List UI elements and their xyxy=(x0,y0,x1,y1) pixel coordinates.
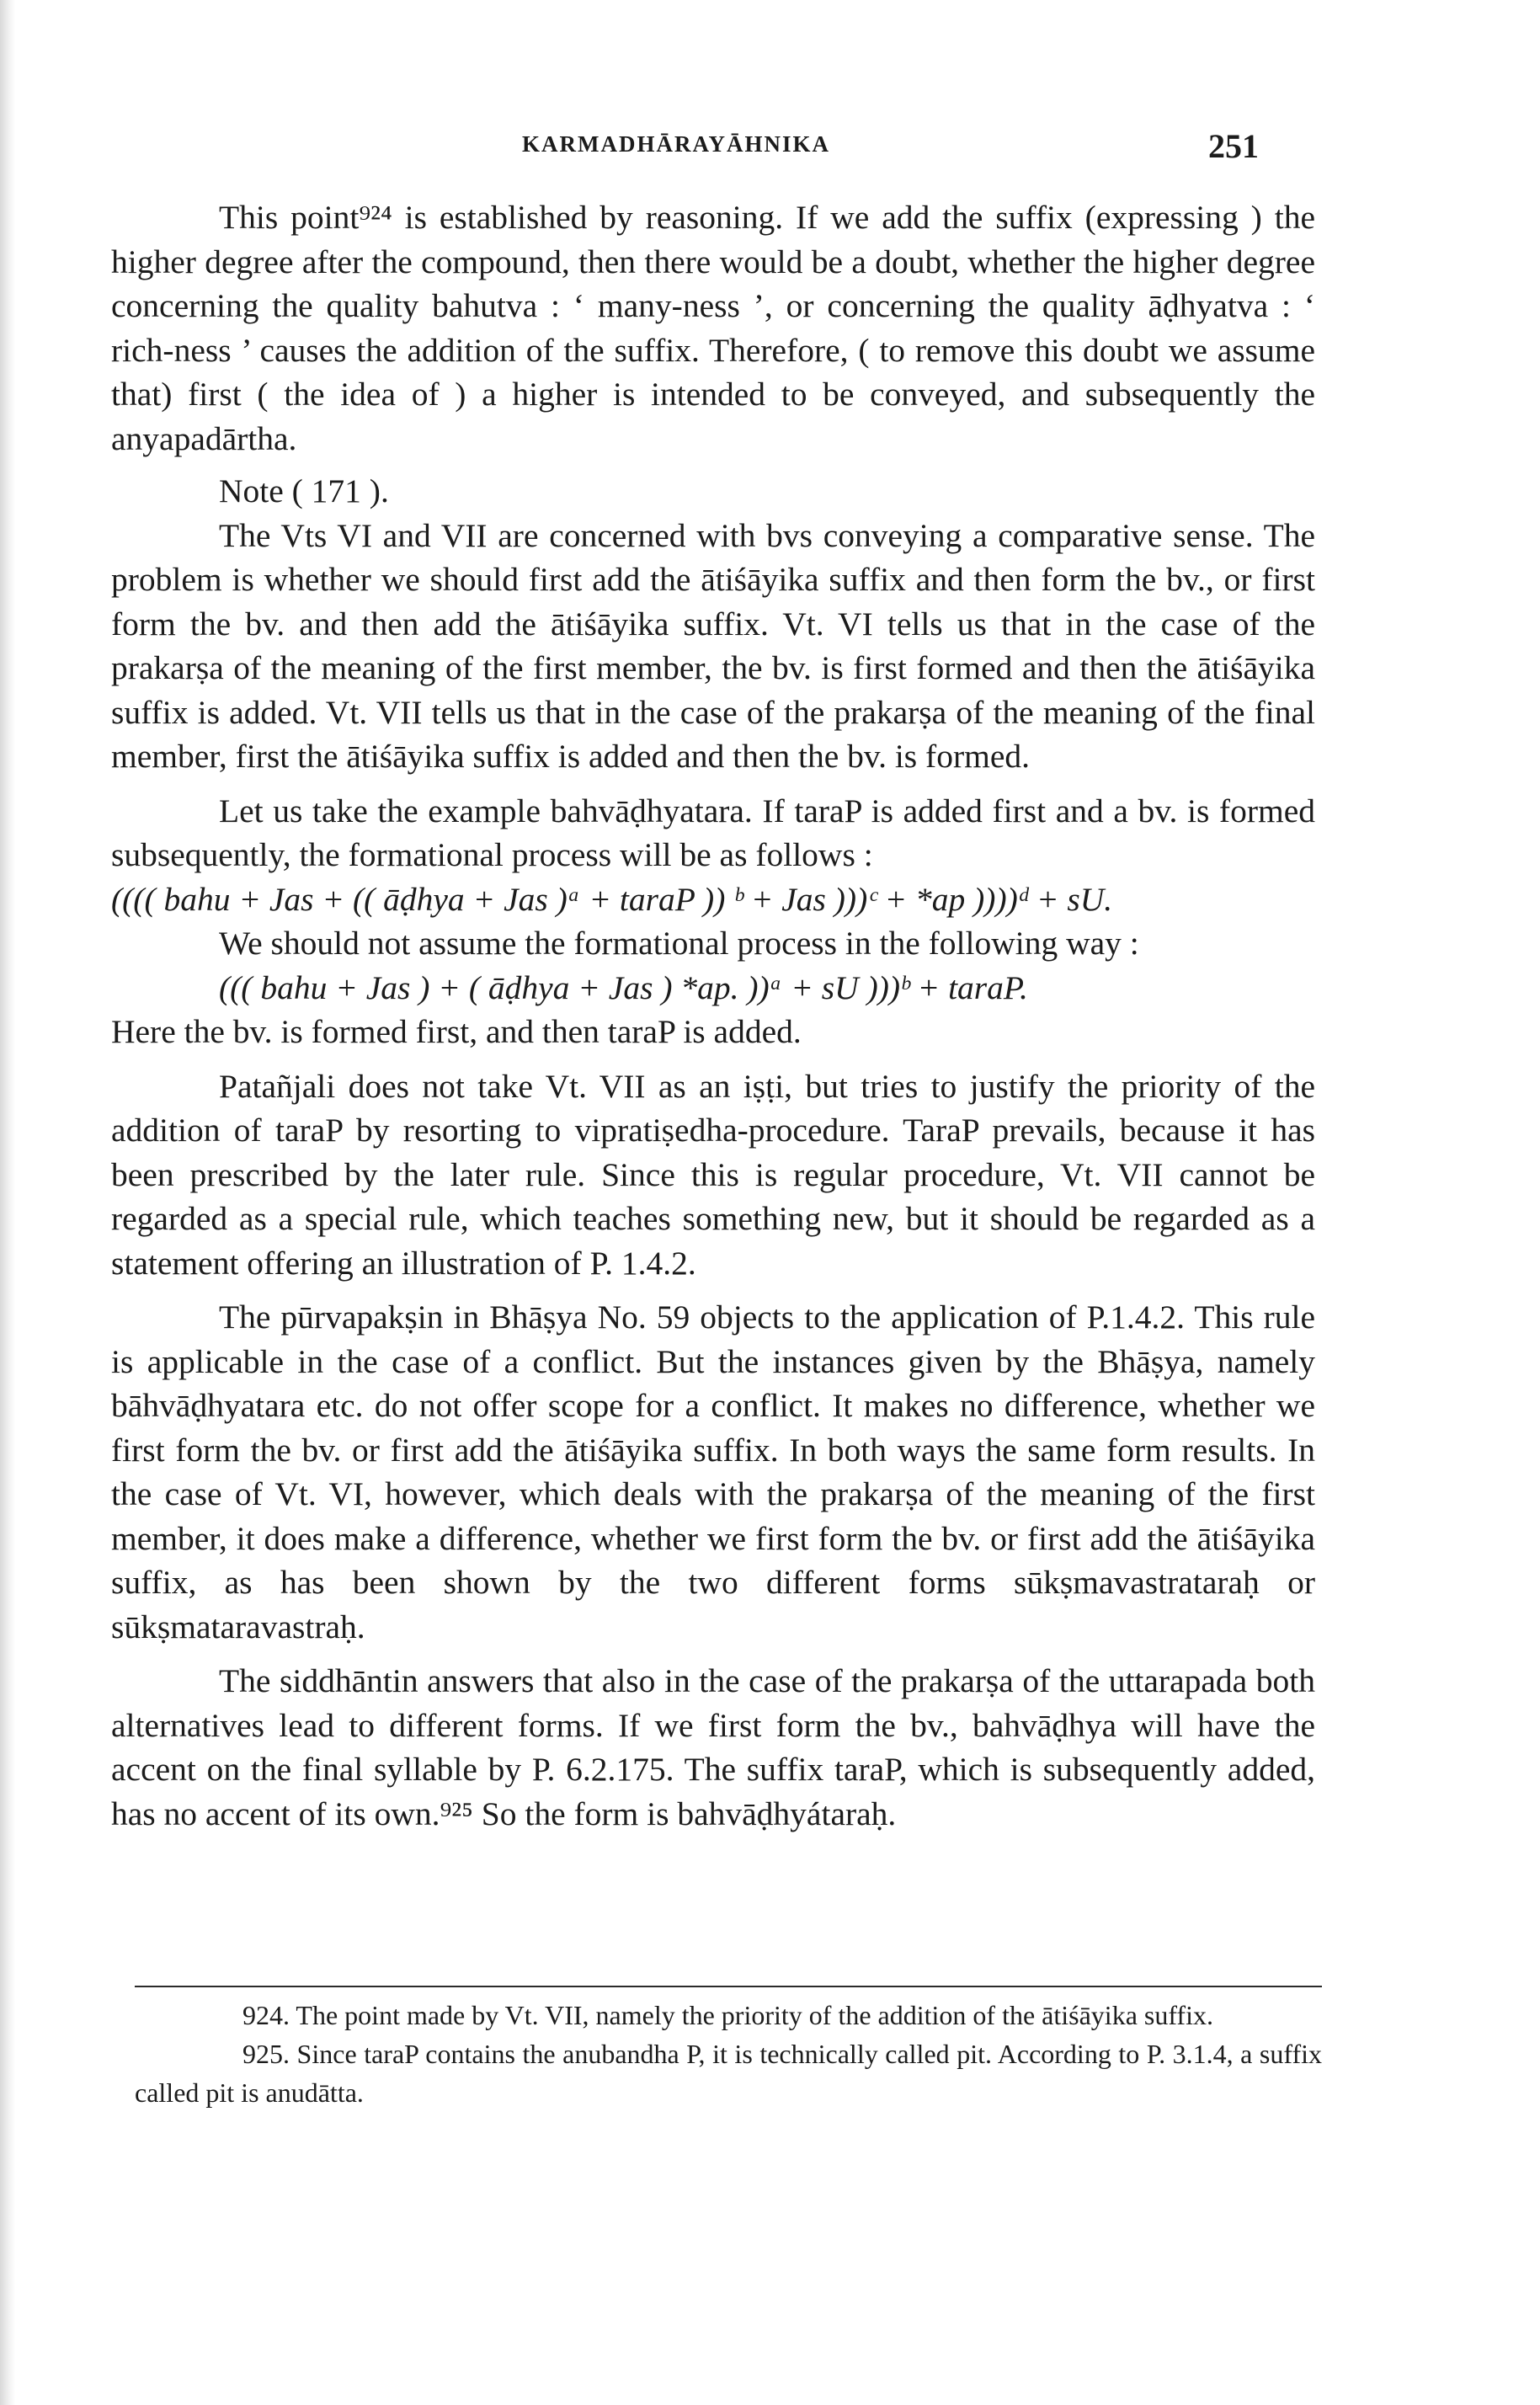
footnote-924: 924. The point made by Vt. VII, namely the priority of the addition of the ātiśāyika suffix. xyxy=(242,2000,1213,2030)
footnote-925: 925. Since taraP contains the anubandha P, it is technically called pit. According to P. 3.1.4, a suffix called pit is anudātta. xyxy=(135,2039,1322,2108)
page-header xyxy=(522,126,1280,177)
formula-bv-first: ((( bahu + Jas ) + ( āḍhya + Jas ) *ap. ))ᵃ + sU )))ᵇ + taraP. xyxy=(219,968,1028,1006)
page-number: 251 xyxy=(1208,127,1259,165)
paragraph-reasoning: This point⁹²⁴ is established by reasoning. If we add the suffix (expressing ) the higher degree after the compound, then there would be a doubt, whether the higher degree concerning the quality bahutva : ‘ many-ness ’, or concerning the quality āḍhyatva : ‘ rich-ness ’ causes the addition of the suffix. Therefore, ( to remove this doubt we assume that) first ( the idea of ) a higher is intended to be conveyed, and subsequently the anyapadārtha. xyxy=(111,199,1315,457)
footnotes xyxy=(135,1996,1322,2112)
paragraph-here: Here the bv. is formed first, and then taraP is added. xyxy=(111,1013,802,1050)
paragraph-vts: The Vts VI and VII are concerned with bvs conveying a comparative sense. The problem is whether we should first add the ātiśāyika suffix and then form the bv., or first form the bv. and then add the ātiśāyika suffix. Vt. VI tells us that in the case of the prakarṣa of the meaning of the first member, the bv. is first formed and then the ātiśāyika suffix is added. Vt. VII tells us that in the case of the prakarṣa of the meaning of the final member, first the ātiśāyika suffix is added and then the bv. is formed. xyxy=(111,516,1315,775)
paragraph-not-assume: We should not assume the formational process in the following way : xyxy=(219,925,1139,962)
paragraph-purvapaksin: The pūrvapakṣin in Bhāṣya No. 59 objects to the application of P.1.4.2. This rule is applicable in the case of a conflict. But the instances given by the Bhāṣya, namely bāhvāḍhyatara etc. do not offer scope for a conflict. It makes no difference, whether we first form the bv. or first add the ātiśāyika suffix. In both ways the same form results. In the case of Vt. VI, however, which deals with the prakarṣa of the meaning of the first member, it does make a difference, whether we first form the bv. or first add the ātiśāyika suffix, as has been shown by the two different forms sūkṣmavastrataraḥ or sūkṣmataravastraḥ. xyxy=(111,1298,1315,1645)
paragraph-siddhantin: The siddhāntin answers that also in the case of the prakarṣa of the uttarapada both alternatives lead to different forms. If we first form the bv., bahvāḍhya will have the accent on the final syllable by P. 6.2.175. The suffix taraP, which is subsequently added, has no accent of its own.⁹²⁵ So the form is bahvāḍhyátaraḥ. xyxy=(111,1662,1315,1832)
running-title: KARMADHĀRAYĀHNIKA xyxy=(522,131,831,157)
page-body xyxy=(111,195,1315,1836)
note-heading: Note ( 171 ). xyxy=(219,472,389,509)
footnote-rule xyxy=(135,1986,1322,1987)
paragraph-patanjali: Patañjali does not take Vt. VII as an iṣṭi, but tries to justify the priority of the addition of taraP by resorting to vipratiṣedha-procedure. TaraP prevails, because it has been prescribed by the later rule. Since this is regular procedure, Vt. VII cannot be regarded as a special rule, which teaches something new, but it should be regarded as a statement offering an illustration of P. 1.4.2. xyxy=(111,1067,1315,1282)
formula-taraP-first: (((( bahu + Jas + (( āḍhya + Jas )ᵃ + taraP )) ᵇ + Jas )))ᶜ + *ap ))))ᵈ + sU. xyxy=(111,880,1113,918)
scan-edge xyxy=(0,0,15,2405)
paragraph-example: Let us take the example bahvāḍhyatara. If taraP is added first and a bv. is formed subsequently, the formational process will be as follows : xyxy=(111,792,1315,873)
